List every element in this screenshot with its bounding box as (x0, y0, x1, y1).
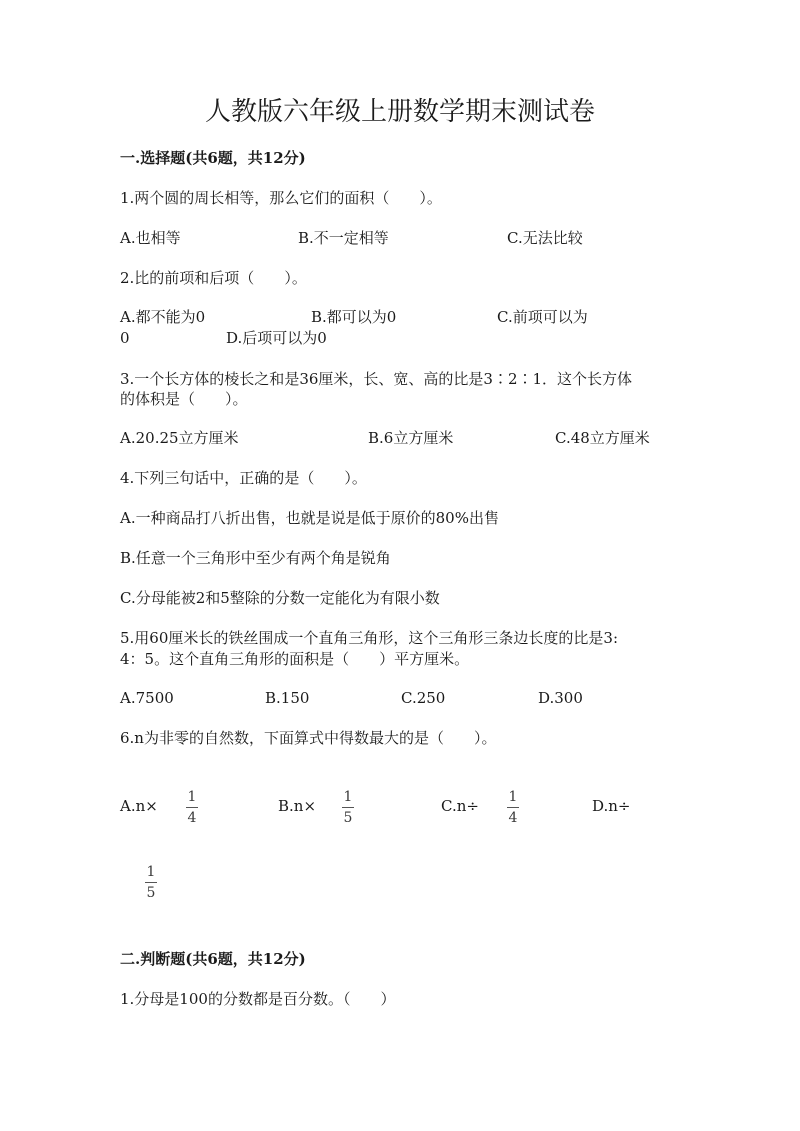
fraction-bar (342, 807, 354, 808)
q6-option-a-fraction (184, 788, 200, 827)
section-heading-judgement: 二.判断题(共6题，共12分) (120, 950, 306, 968)
q6-option-c-fraction (505, 788, 521, 827)
page-title: 人教版六年级上册数学期末测试卷 (204, 97, 595, 127)
q2-option-a: A.都不能为0 (120, 308, 206, 326)
question-4: 4.下列三句话中，正确的是（ ）。 (120, 469, 367, 487)
q5-option-b: B.150 (265, 689, 310, 707)
fraction-denominator: 5 (146, 885, 156, 901)
question-2: 2.比的前项和后项（ ）。 (120, 269, 307, 287)
fraction-denominator: 4 (187, 810, 197, 826)
question-5-line-1: 5.用60厘米长的铁丝围成一个直角三角形，这个三角形三条边长度的比是3: (120, 629, 618, 647)
judgement-question-1: 1.分母是100的分数都是百分数。（ ） (120, 990, 396, 1008)
fraction-numerator: 1 (187, 789, 197, 805)
q5-option-a: A.7500 (120, 689, 174, 707)
q2-option-d: D.后项可以为0 (226, 329, 327, 347)
fraction-bar (145, 882, 157, 883)
q6-option-d: D.n÷ (592, 797, 631, 815)
q3-option-c: C.48立方厘米 (555, 429, 650, 447)
fraction-numerator: 1 (508, 789, 518, 805)
q3-option-b: B.6立方厘米 (368, 429, 454, 447)
q6-option-a: A.n× (120, 797, 158, 815)
q5-option-d: D.300 (538, 689, 583, 707)
fraction-denominator: 5 (343, 810, 353, 826)
q3-option-a: A.20.25立方厘米 (120, 429, 239, 447)
q2-option-c-continued: 0 (120, 329, 130, 347)
q4-option-c: C.分母能被2和5整除的分数一定能化为有限小数 (120, 589, 440, 607)
q1-option-a: A.也相等 (120, 229, 181, 247)
question-1: 1.两个圆的周长相等，那么它们的面积（ ）。 (120, 189, 442, 207)
fraction-bar (507, 807, 519, 808)
fraction-numerator: 1 (343, 789, 353, 805)
q6-option-c: C.n÷ (441, 797, 479, 815)
q1-option-b: B.不一定相等 (298, 229, 389, 247)
question-5-line-2: 4：5。这个直角三角形的面积是（ ）平方厘米。 (120, 650, 470, 668)
q1-option-c: C.无法比较 (507, 229, 583, 247)
section-heading-choice: 一.选择题(共6题，共12分) (120, 149, 306, 167)
q6-option-b: B.n× (278, 797, 317, 815)
q2-option-b: B.都可以为0 (311, 308, 397, 326)
q6-option-b-fraction (340, 788, 356, 827)
q4-option-a: A.一种商品打八折出售，也就是说是低于原价的80%出售 (120, 509, 499, 527)
fraction-numerator: 1 (146, 864, 156, 880)
fraction-denominator: 4 (508, 810, 518, 826)
q6-option-d-fraction (143, 863, 159, 902)
question-3-line-2: 的体积是（ ）。 (120, 390, 248, 408)
fraction-bar (186, 807, 198, 808)
question-3-line-1: 3.一个长方体的棱长之和是36厘米，长、宽、高的比是3∶2∶1．这个长方体 (120, 370, 633, 388)
question-6: 6.n为非零的自然数，下面算式中得数最大的是（ ）。 (120, 729, 497, 747)
q2-option-c: C.前项可以为 (497, 308, 588, 326)
q5-option-c: C.250 (401, 689, 446, 707)
q4-option-b: B.任意一个三角形中至少有两个角是锐角 (120, 549, 391, 567)
